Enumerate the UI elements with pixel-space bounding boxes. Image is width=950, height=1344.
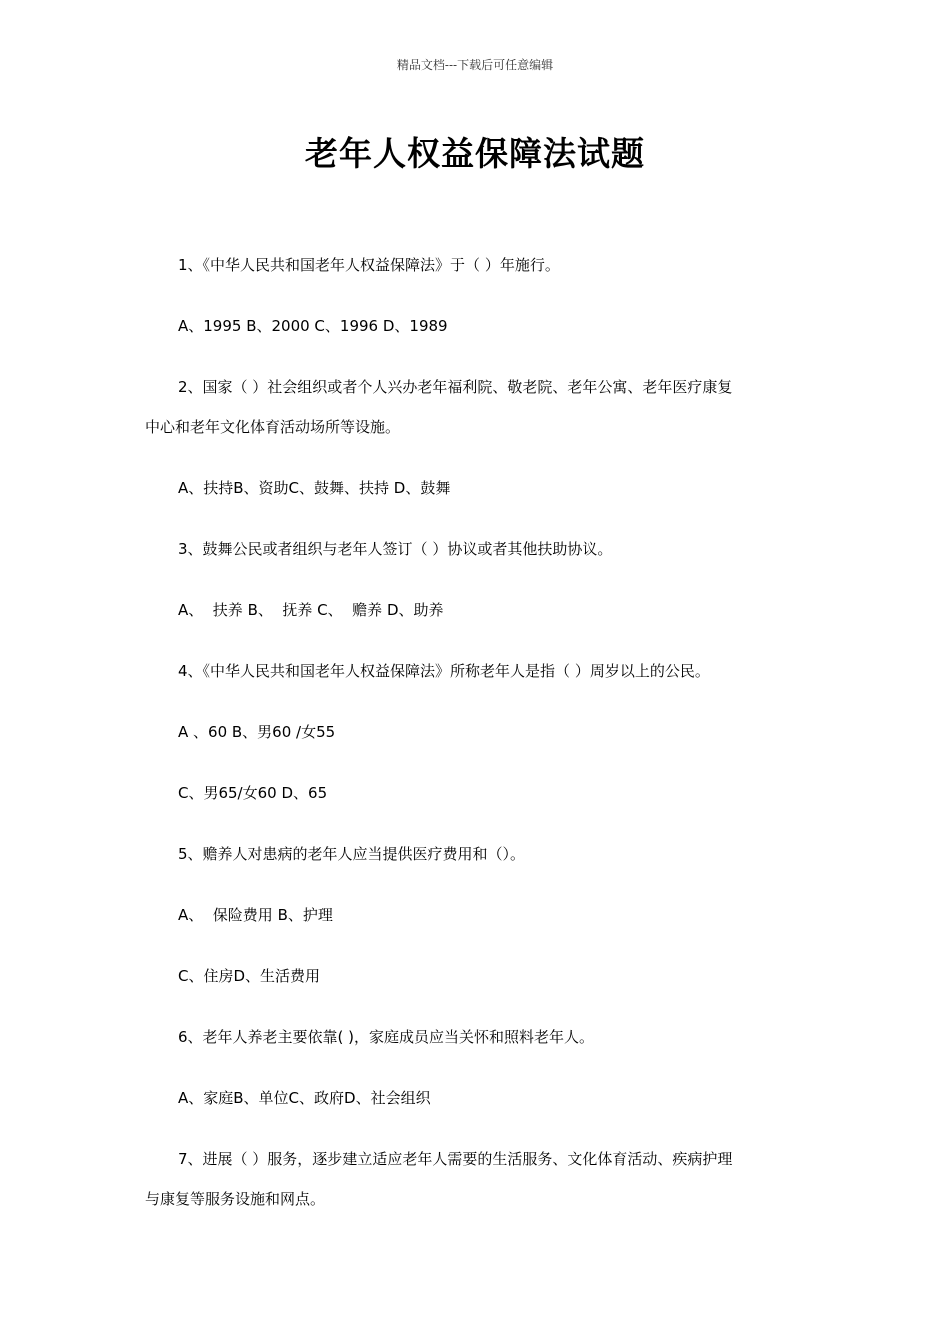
question-7: 7、进展（ ）服务，逐步建立适应老年人需要的生活服务、文化体育活动、疾病护理 xyxy=(178,1150,733,1168)
question-2: 2、国家（ ）社会组织或者个人兴办老年福利院、敬老院、老年公寓、老年医疗康复 xyxy=(178,378,733,396)
document-title: 老年人权益保障法试题 xyxy=(305,134,645,173)
question-6-options: A、家庭B、单位C、政府D、社会组织 xyxy=(178,1089,431,1107)
question-4-options-ab: A 、60 B、男60 /女55 xyxy=(178,723,336,741)
question-3-options: A、 扶养 B、 抚养 C、 赡养 D、助养 xyxy=(178,601,444,619)
question-7-continued: 与康复等服务设施和网点。 xyxy=(145,1190,326,1208)
question-4: 4、《中华人民共和国老年人权益保障法》所称老年人是指（ ）周岁以上的公民。 xyxy=(178,662,710,680)
question-2-continued: 中心和老年文化体育活动场所等设施。 xyxy=(145,418,401,436)
question-5-options-cd: C、住房D、生活费用 xyxy=(178,967,321,985)
question-5: 5、赡养人对患病的老年人应当提供医疗费用和（）。 xyxy=(178,845,526,863)
question-5-options-ab: A、 保险费用 B、护理 xyxy=(178,906,333,924)
header-note: 精品文档---下载后可任意编辑 xyxy=(396,58,554,72)
question-1: 1、《中华人民共和国老年人权益保障法》于（ ）年施行。 xyxy=(178,256,560,274)
question-4-options-cd: C、男65/女60 D、65 xyxy=(178,784,328,802)
question-2-options: A、扶持B、资助C、鼓舞、扶持 D、鼓舞 xyxy=(178,479,451,497)
question-list xyxy=(145,245,810,1219)
question-1-options: A、1995 B、2000 C、1996 D、1989 xyxy=(178,317,448,335)
question-3: 3、鼓舞公民或者组织与老年人签订（ ）协议或者其他扶助协议。 xyxy=(178,540,613,558)
question-6: 6、老年人养老主要依靠( )，家庭成员应当关怀和照料老年人。 xyxy=(178,1028,595,1046)
